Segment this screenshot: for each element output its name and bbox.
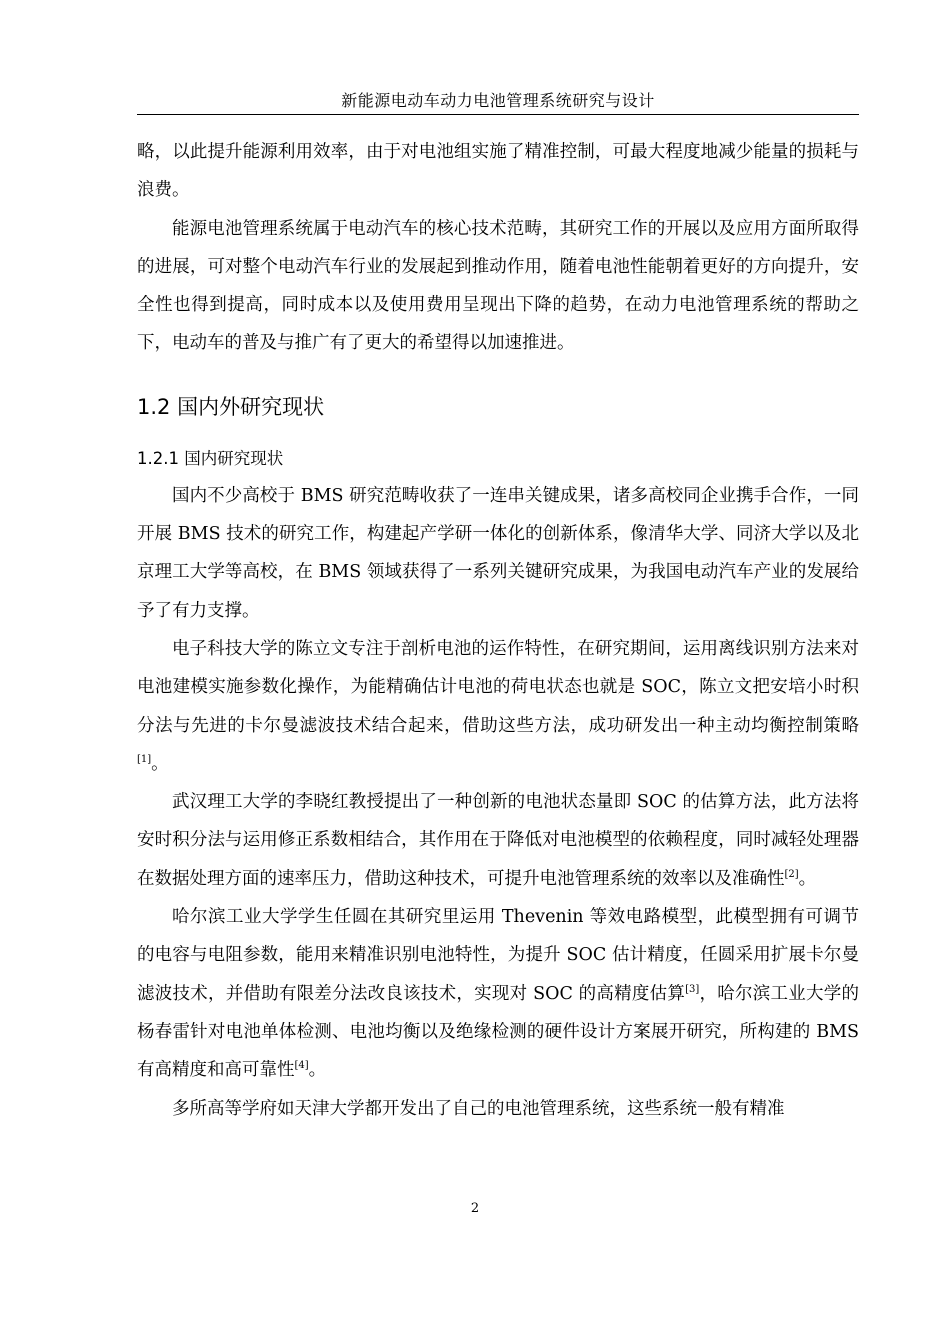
paragraph-text: 多所高等学府如天津大学都开发出了自己的电池管理系统，这些系统一般有精准	[172, 1098, 785, 1119]
citation-3: [3]	[685, 983, 700, 995]
paragraph-continued: 略，以此提升能源利用效率，由于对电池组实施了精准控制，可最大程度地减少能量的损耗与浪费。	[137, 142, 859, 201]
paragraph-text: 电子科技大学的陈立文专注于剖析电池的运作特性，在研究期间，运用离线识别方法来对电池建模实施参数化操作，为能精确估计电池的荷电状态也就是 SOC，陈立文把安培小时积分法与先进的卡尔曼滤波技术结合起来，借助这些方法，成功研发出一种主动均衡控制策略	[137, 638, 859, 736]
paragraph-tju-research	[137, 1090, 859, 1128]
paragraph-bms-significance: 能源电池管理系统属于电动汽车的核心技术范畴，其研究工作的开展以及应用方面所取得的进展，可对整个电动汽车行业的发展起到推动作用，随着电池性能朝着更好的方向提升，安全性也得到提高，同时成本以及使用费用呈现出下降的趋势，在动力电池管理系统的帮助之下，电动车的普及与推广有了更大的希望得以加速推进。	[137, 218, 859, 354]
paragraph-text: 哈尔滨工业大学学生任圆在其研究里运用 Thevenin 等效电路模型，此模型拥有可调节的电容与电阻参数，能用来精准识别电池特性，为提升 SOC 估计精度，任圆采用扩展卡尔曼滤波技术，并借助有限差分法改良该技术，实现对 SOC 的高精度估算	[137, 907, 859, 1004]
citation-2: [2]	[784, 868, 799, 880]
page-number: 2	[470, 1201, 480, 1216]
paragraph-tail: 。	[308, 1060, 327, 1081]
paragraph-tail: 。	[151, 753, 169, 774]
paragraph-uestc-research	[137, 630, 859, 783]
section-heading: 1.2 国内外研究现状	[137, 394, 325, 419]
paragraph-middle: ，哈尔滨工业大学的杨春雷针对电池单体检测、电池均衡以及绝缘检测的硬件设计方案展开研究，所构建的 BMS 有高精度和高可靠性	[137, 983, 859, 1081]
citation-1: [1]	[137, 754, 152, 766]
paragraph-whut-research	[137, 783, 859, 898]
header-rule	[137, 114, 859, 115]
citation-4: [4]	[294, 1060, 309, 1072]
running-header: 新能源电动车动力电池管理系统研究与设计	[341, 91, 655, 110]
paragraph-text: 国内不少高校于 BMS 研究范畴收获了一连串关键成果，诸多高校同企业携手合作，一同开展 BMS 技术的研究工作，构建起产学研一体化的创新体系，像清华大学、同济大学以及北京理工大学等高校，在 BMS 领域获得了一系列关键研究成果，为我国电动汽车产业的发展给予了有力支撑。	[137, 485, 859, 621]
paragraph-hit-research	[137, 898, 859, 1089]
subsection-heading: 1.2.1 国内研究现状	[137, 448, 284, 468]
paragraph-domestic-overview	[137, 477, 859, 630]
paragraph-text: 武汉理工大学的李晓红教授提出了一种创新的电池状态量即 SOC 的估算方法，此方法将安时积分法与运用修正系数相结合，其作用在于降低对电池模型的依赖程度，同时减轻处理器在数据处理方面的速率压力，借助这种技术，可提升电池管理系统的效率以及准确性	[137, 792, 859, 889]
page-body	[137, 133, 859, 1128]
paragraph-tail: 。	[798, 868, 817, 889]
